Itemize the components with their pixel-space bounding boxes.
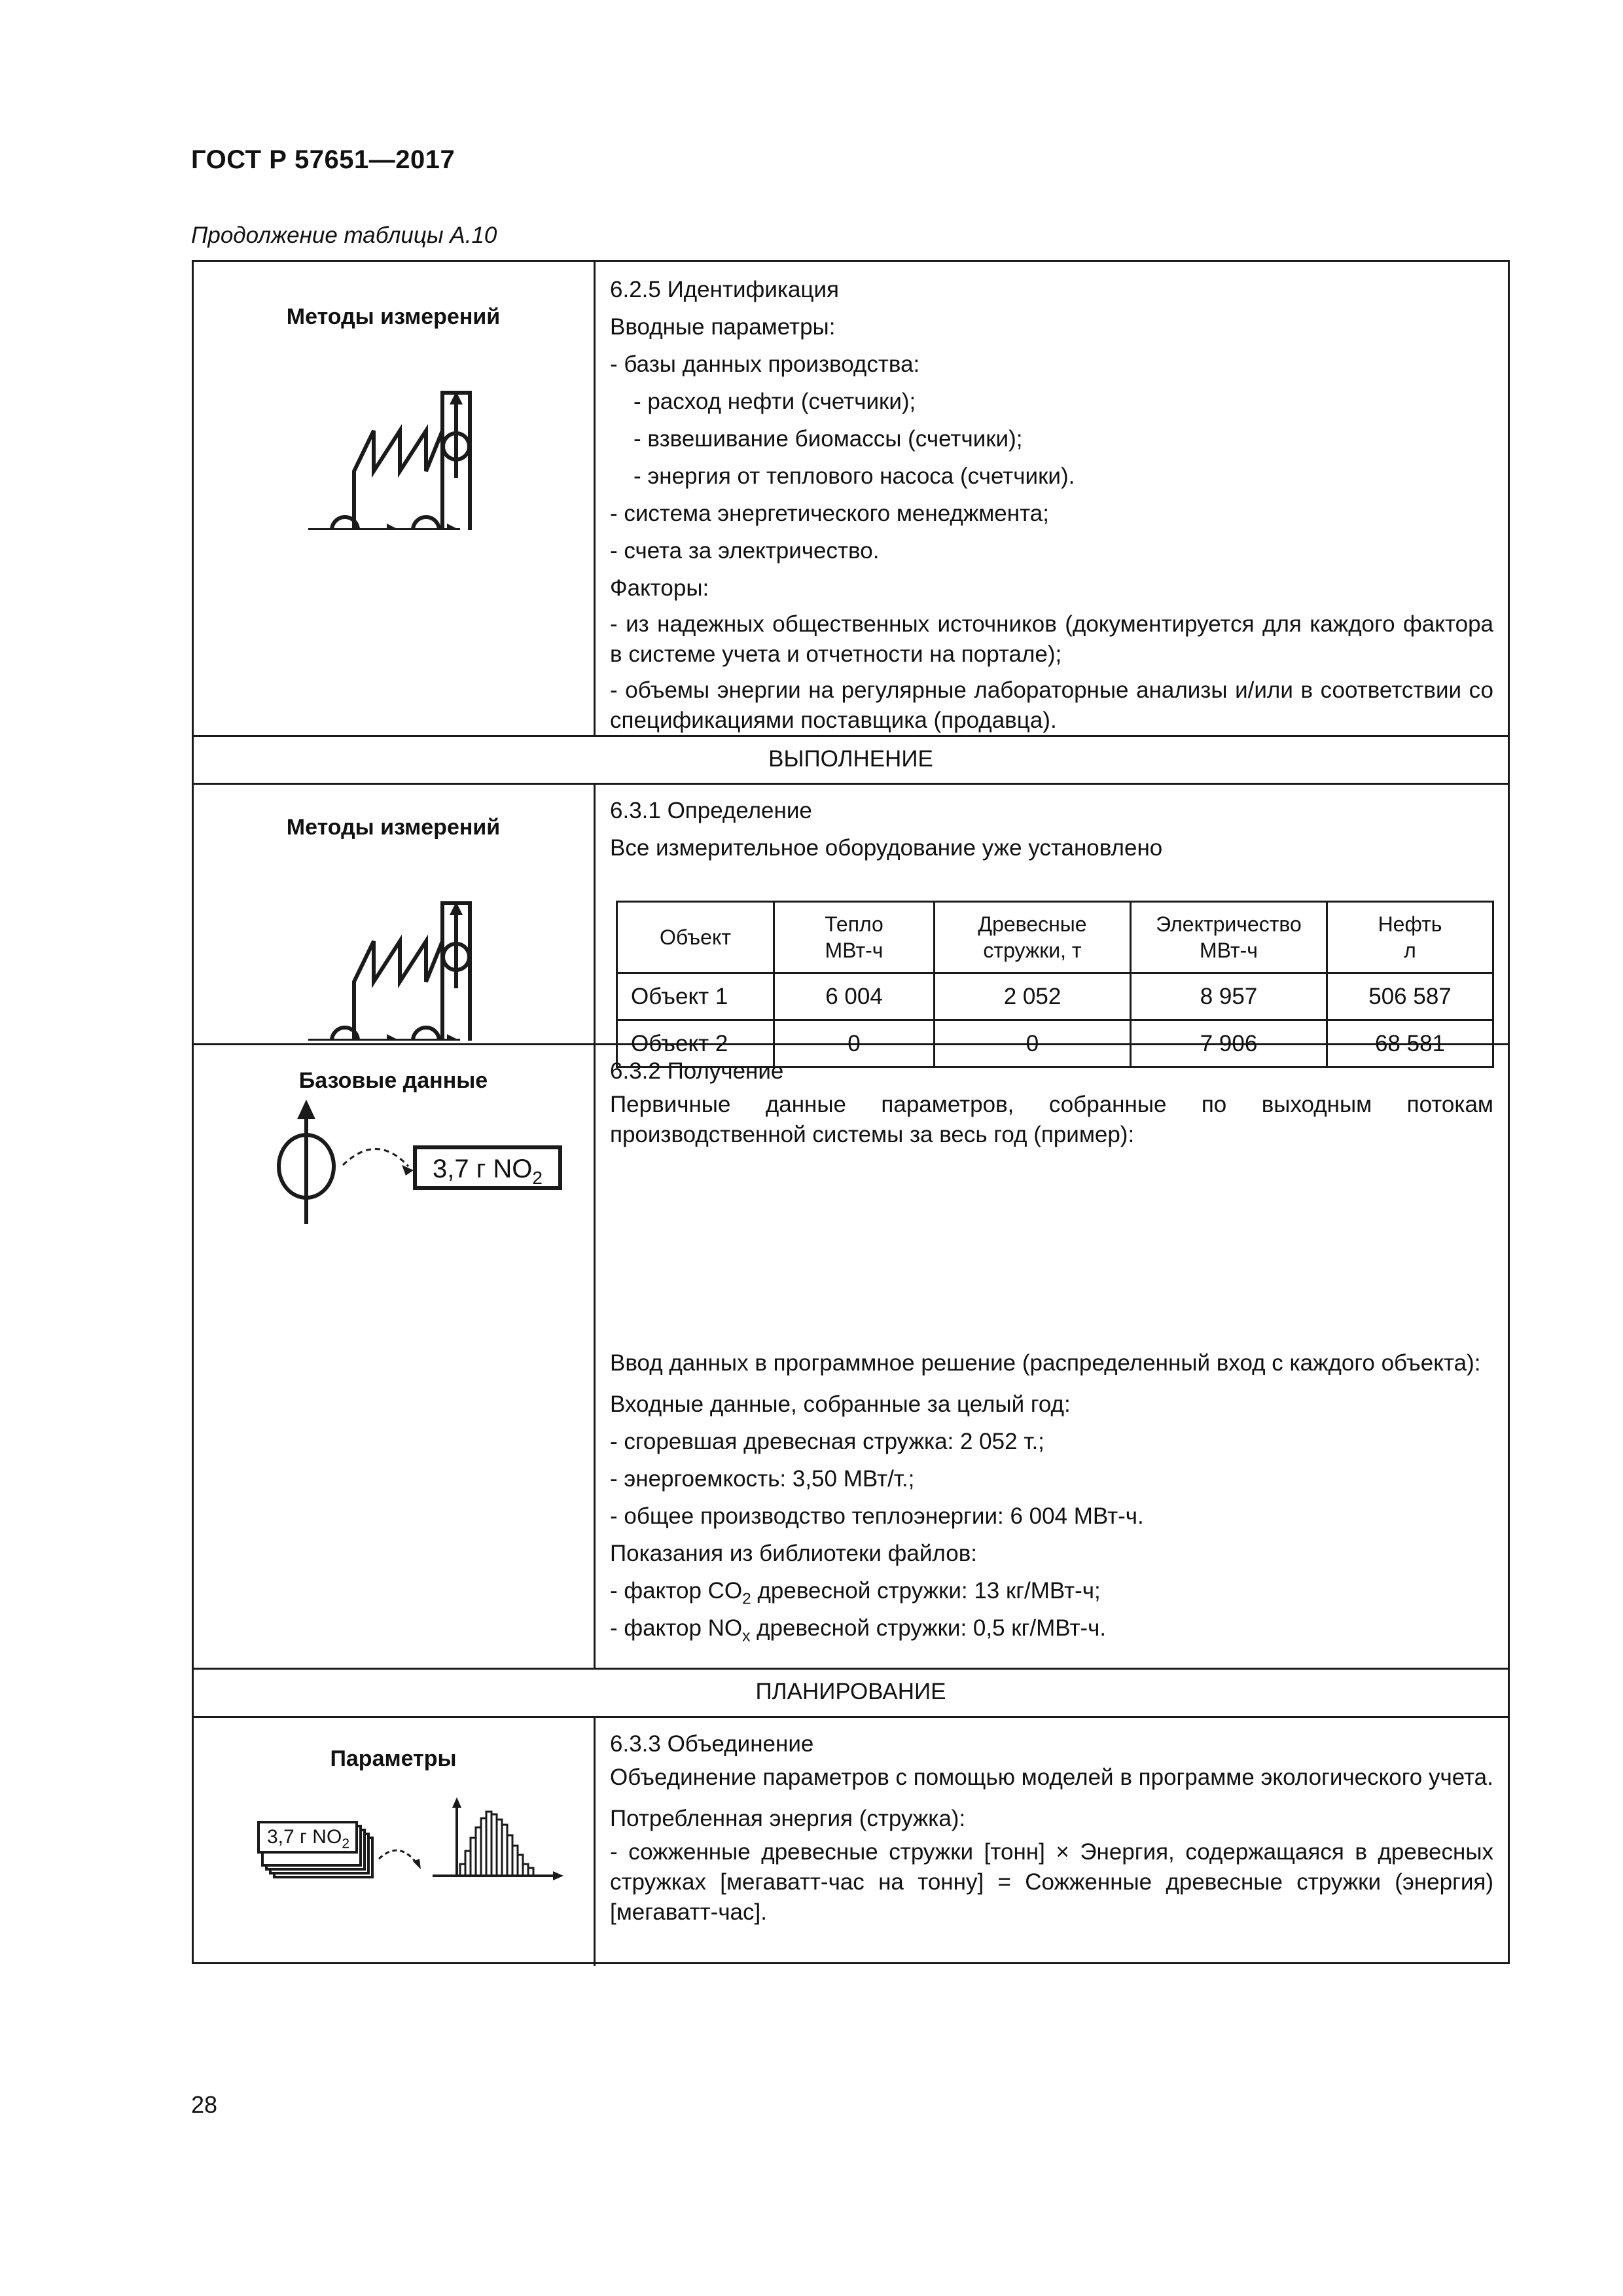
- table-cell: 6 004: [774, 973, 935, 1020]
- library-label: Показания из библиотеки файлов:: [610, 1541, 978, 1566]
- obtaining-intro: Первичные данные параметров, собранные по выходным потокам производственной системы за весь год (пример):: [610, 1092, 1493, 1147]
- table-cell: 7 906: [1131, 1020, 1327, 1067]
- list-item: - взвешивание биомассы (счетчики);: [633, 426, 1023, 452]
- parameter-stack-label: [260, 1823, 357, 1852]
- column-divider: [594, 262, 596, 735]
- obtaining-heading: 6.3.2 Получение: [610, 1058, 784, 1084]
- column-divider: [594, 783, 596, 1668]
- row-divider: [194, 1716, 1508, 1718]
- stack-label-prefix: 3,7 г NO: [266, 1826, 342, 1848]
- obtaining-content-bottom: [610, 1348, 1493, 1647]
- obtaining-content-top: [610, 1052, 1493, 1157]
- table-header: Нефть л: [1327, 902, 1493, 973]
- value-box: [415, 1149, 560, 1189]
- aggregation-text2: Потребленная энергия (стружка):: [610, 1806, 966, 1831]
- measurement-methods-diagram-icon: [308, 340, 478, 530]
- table-cell: 2 052: [935, 973, 1131, 1020]
- data-table: [616, 901, 1494, 1068]
- table-row: [617, 1020, 1493, 1067]
- page-number: 28: [191, 2091, 218, 2118]
- list-item: - система энергетического менеджмента;: [610, 501, 1049, 526]
- nox-factor-item: - фактор $NO_x$ древесной стружки: 0,5 кг/МВт-ч.: [610, 1615, 1107, 1645]
- row-divider: [194, 1668, 1508, 1670]
- section-execution-heading: ВЫПОЛНЕНИЕ: [768, 746, 933, 772]
- standard-number: ГОСТ Р 57651—2017: [191, 145, 455, 174]
- identification-heading: 6.2.5 Идентификация: [610, 277, 839, 302]
- measurement-methods-diagram-icon: [308, 851, 478, 1041]
- definition-text: Все измерительное оборудование уже установлено: [610, 835, 1163, 861]
- list-item: - счета за электричество.: [610, 538, 880, 564]
- table-cell: 506 587: [1327, 973, 1493, 1020]
- table-cell: Объект 2: [617, 1020, 774, 1067]
- identification-content: [610, 271, 1493, 742]
- table-header: Электричество МВт-ч: [1131, 902, 1327, 973]
- table-header-row: [617, 902, 1493, 973]
- table-caption: Продолжение таблицы А.10: [191, 223, 497, 248]
- table-frame: [192, 260, 1510, 1964]
- collected-label: Входные данные, собранные за целый год:: [610, 1391, 1071, 1417]
- value-box-prefix: 3,7 г NO: [433, 1155, 533, 1183]
- aggregation-content: [610, 1725, 1493, 1933]
- definition-content: [610, 792, 1493, 867]
- co2-factor-item: - фактор $CO_2$ древесной стружки: 13 кг/МВт-ч;: [610, 1578, 1101, 1608]
- list-item: - сгоревшая древесная стружка: 2 052 т.;: [610, 1429, 1044, 1454]
- row-divider: [194, 783, 1508, 785]
- table-cell: 68 581: [1327, 1020, 1493, 1067]
- aggregation-text1: Объединение параметров с помощью моделей в программе экологического учета.: [610, 1765, 1493, 1790]
- table-header: Объект: [617, 902, 774, 973]
- row2-left-label: Методы измерений: [286, 815, 501, 840]
- entry-text: Ввод данных в программное решение (распределенный вход с каждого объекта):: [610, 1350, 1481, 1376]
- definition-heading: 6.3.1 Определение: [610, 798, 812, 823]
- factor-item: - из надежных общественных источников (документируется для каждого фактора в системе учета и отчетности на портале);: [610, 611, 1493, 667]
- list-item: - энергия от теплового насоса (счетчики).: [633, 463, 1075, 489]
- list-item: - расход нефти (счетчики);: [633, 389, 916, 414]
- stack-label-sub: 2: [342, 1836, 349, 1852]
- aggregation-heading: 6.3.3 Объединение: [610, 1731, 814, 1757]
- table-header: Древесные стружки, т: [935, 902, 1131, 973]
- row4-left-label: Параметры: [330, 1746, 457, 1771]
- table-cell: 0: [774, 1020, 935, 1067]
- table-header: Тепло МВт-ч: [774, 902, 935, 973]
- list-item: - общее производство теплоэнергии: 6 004 МВт-ч.: [610, 1503, 1144, 1529]
- column-divider: [594, 1716, 596, 1966]
- factor-item: - объемы энергии на регулярные лабораторные анализы и/или в соответствии со спецификациями поставщика (продавца).: [610, 677, 1493, 733]
- table-row: [617, 973, 1493, 1020]
- list-item: - энергоемкость: 3,50 МВт/т.;: [610, 1466, 915, 1492]
- table-cell: 0: [935, 1020, 1131, 1067]
- aggregation-text3: - сожженные древесные стружки [тонн] × Энергия, содержащаяся в древесных стружках [мегаватт-час на тонну] = Сожженные древесные стружки (энергия) [мегаватт-час].: [610, 1839, 1493, 1925]
- input-params-label: Вводные параметры:: [610, 314, 836, 340]
- section-planning-heading: ПЛАНИРОВАНИЕ: [755, 1679, 946, 1704]
- factors-label: Факторы:: [610, 575, 709, 601]
- row1-left-label: Методы измерений: [286, 304, 501, 329]
- table-cell: Объект 1: [617, 973, 774, 1020]
- prod-db-item: - базы данных производства:: [610, 351, 920, 377]
- value-box-sub: 2: [532, 1167, 543, 1188]
- table-cell: 8 957: [1131, 973, 1327, 1020]
- row3-left-label: Базовые данные: [298, 1068, 488, 1093]
